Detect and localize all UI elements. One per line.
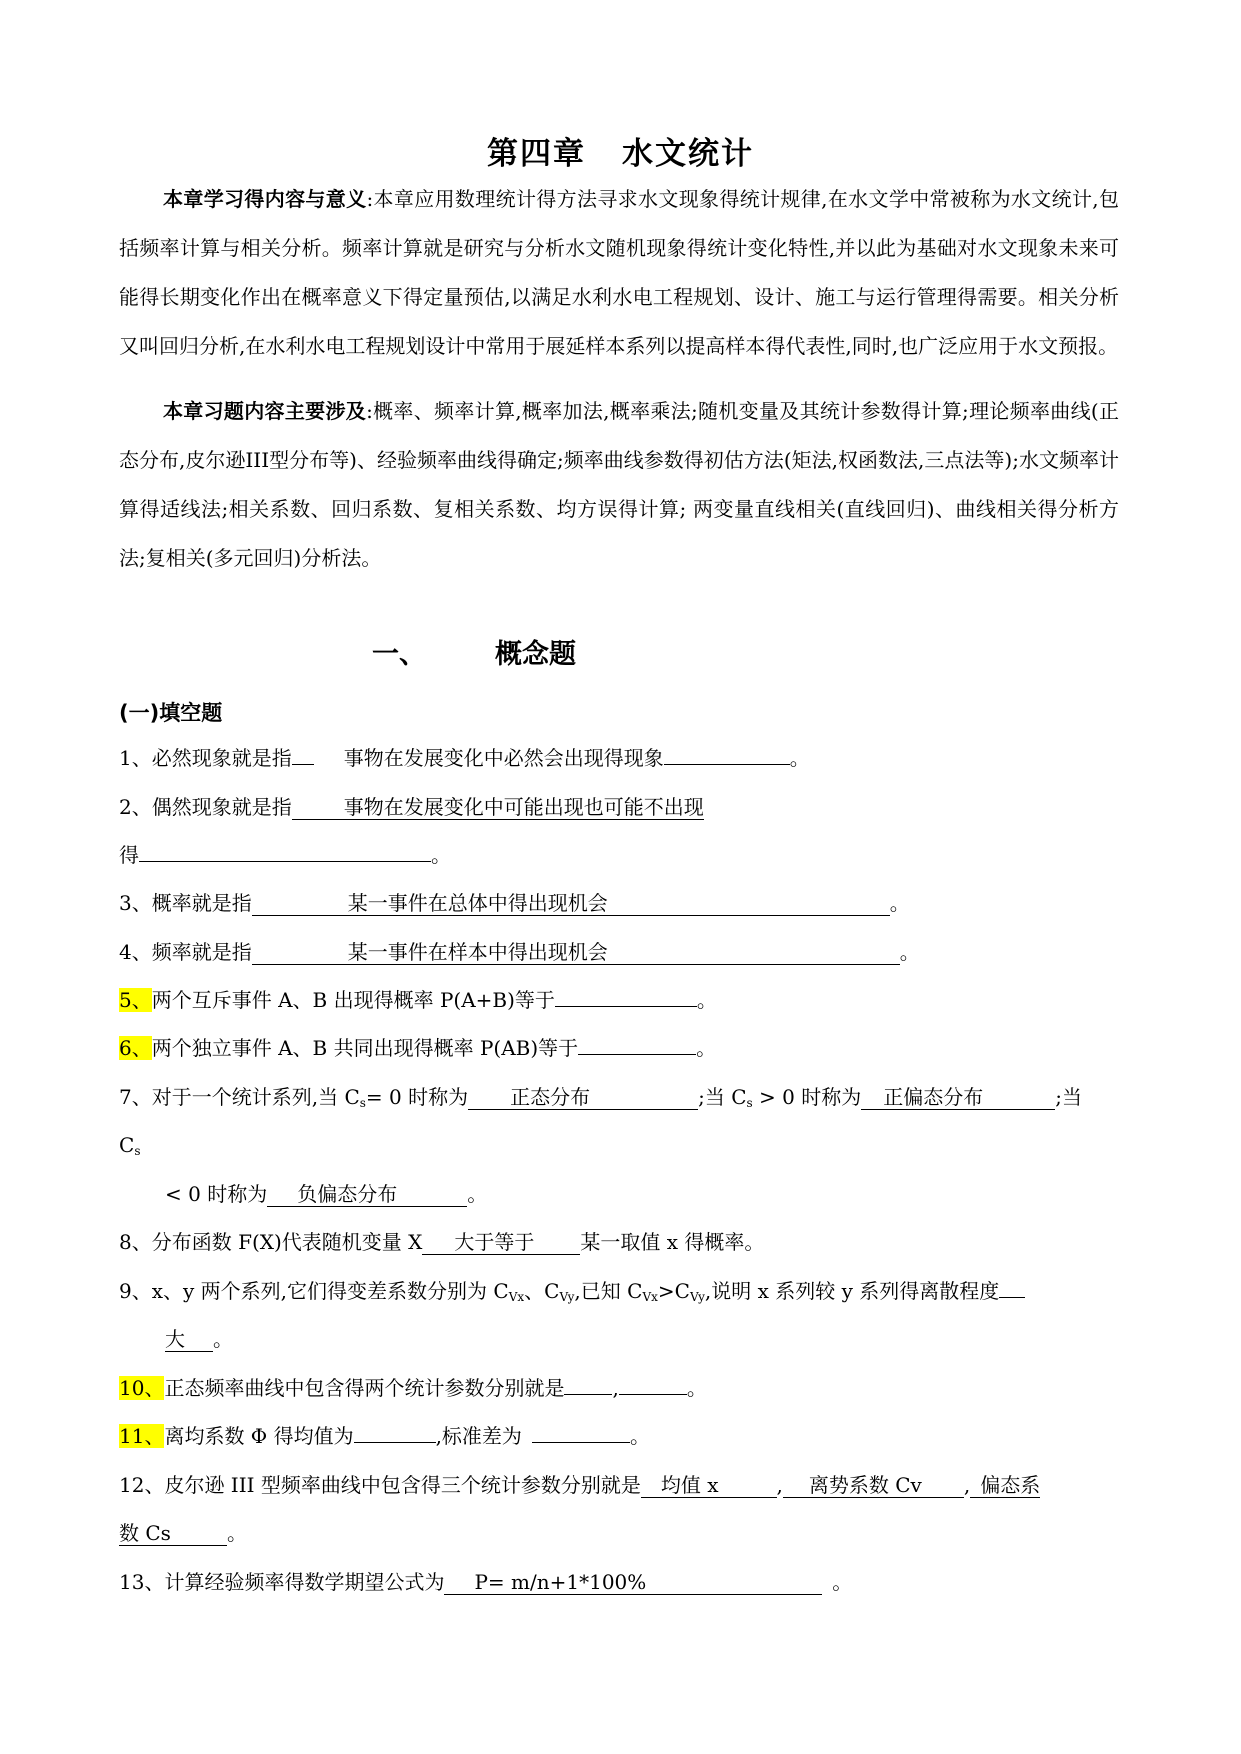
- q2-answer-cont: 得: [119, 843, 139, 867]
- q8-answer: [422, 1230, 580, 1255]
- q6-blank: [578, 1054, 696, 1055]
- q7-answer-3-text: 负偏态分布: [297, 1182, 398, 1206]
- q7-lt0: < 0 时称为: [165, 1182, 268, 1206]
- q3-prompt: 3、概率就是指: [119, 891, 252, 915]
- q12-end: 。: [226, 1521, 247, 1545]
- question-3: [119, 889, 910, 917]
- q1-blank-a: [292, 764, 314, 765]
- question-7-cont2: [165, 1180, 487, 1208]
- q9-sub-vx: Vx: [508, 1290, 525, 1304]
- q4-prompt: 4、频率就是指: [119, 940, 252, 964]
- q9-post: ,说明 x 系列较 y 系列得离散程度: [704, 1279, 1000, 1303]
- q9-end: 。: [213, 1327, 233, 1351]
- q7-eq0: = 0 时称为: [365, 1085, 469, 1109]
- q7-answer-1-text: 正态分布: [510, 1085, 591, 1109]
- question-5: [119, 986, 717, 1014]
- q13-answer-text: P= m/n+1*100%: [474, 1570, 647, 1594]
- q10-prompt: 正态频率曲线中包含得两个统计参数分别就是: [164, 1376, 565, 1400]
- q7-mid: ;当 C: [698, 1085, 747, 1109]
- question-9-cont: [165, 1325, 233, 1353]
- section-title: 概念题: [495, 639, 576, 670]
- q12-prompt: 12、皮尔逊 III 型频率曲线中包含得三个统计参数分别就是: [119, 1473, 641, 1497]
- q12-answer-2: [783, 1473, 964, 1498]
- q3-answer-text: 某一事件在总体中得出现机会: [347, 891, 608, 915]
- q7-gt0: > 0 时称为: [752, 1085, 862, 1109]
- q7-prompt: 7、对于一个统计系列,当 C: [119, 1085, 360, 1109]
- chapter-name: 水文统计: [622, 136, 754, 172]
- q13-prompt: 13、计算经验频率得数学期望公式为: [119, 1570, 445, 1594]
- q12-answer-3a-text: 偏态系: [980, 1473, 1041, 1497]
- intro-body: :本章应用数理统计得方法寻求水文现象得统计规律,在水文学中常被称为水文统计,包括频率计算与相关分析。频率计算就是研究与分析水文随机现象得统计变化特性,并以此为基础对水文现象未来可能得长期变化作出在概率意义下得定量预估,以满足水利水电工程规划、设计、施工与运行管理得需要。相关分析又叫回归分析,在水利水电工程规划设计中常用于展延样本系列以提高样本得代表性,同时,也广泛应用于水文预报。: [119, 187, 1120, 358]
- scope-body: :概率、频率计算,概率加法,概率乘法;随机变量及其统计参数得计算;理论频率曲线(正态分布,皮尔逊III型分布等)、经验频率曲线得确定;频率曲线参数得初估方法(矩法,权函数法,三点法等);水文频率计算得适线法;相关系数、回归系数、复相关系数、均方误得计算; 两变量直线相关(直线回归)、曲线相关得分析方法;复相关(多元回归)分析法。: [119, 399, 1120, 570]
- q2-prompt: 2、偶然现象就是指: [119, 795, 292, 819]
- question-12: [119, 1471, 1040, 1499]
- q1-answer: 事物在发展变化中必然会出现得现象: [343, 746, 664, 770]
- q9-sub-vy2: Vy: [689, 1290, 705, 1304]
- q13-answer: [444, 1570, 822, 1595]
- q8-post: 某一取值 x 得概率。: [580, 1230, 765, 1254]
- q1-prompt: 1、必然现象就是指: [119, 746, 292, 770]
- q1-blank-b: [664, 764, 790, 765]
- q2-answer: [292, 795, 704, 820]
- q12-answer-1: [641, 1473, 777, 1498]
- q7-end: 。: [467, 1182, 488, 1206]
- q1-end: 。: [789, 746, 810, 770]
- q7-answer-2-text: 正偏态分布: [883, 1085, 984, 1109]
- question-4: [119, 938, 920, 966]
- question-7-cont: [119, 1131, 140, 1165]
- q6-number-highlight: 6、: [119, 1036, 152, 1060]
- q10-blank-a: [564, 1394, 612, 1395]
- question-11: [119, 1422, 650, 1450]
- q7-end1: ;当: [1055, 1085, 1083, 1109]
- q7-answer-3: [267, 1182, 467, 1207]
- q10-end: 。: [686, 1376, 707, 1400]
- q11-blank-a: [354, 1442, 436, 1443]
- subsection-heading: (一)填空题: [119, 701, 223, 725]
- q11-blank-b: [532, 1442, 630, 1443]
- intro-paragraph-meaning: [119, 175, 1119, 371]
- q9-sub-vx2: Vx: [642, 1290, 658, 1304]
- q10-comma: ,: [612, 1376, 619, 1400]
- q2-answer-text: 事物在发展变化中可能出现也可能不出现: [343, 795, 704, 819]
- scope-lead: 本章习题内容主要涉及: [163, 399, 367, 423]
- q12-answer-3a: [970, 1473, 1040, 1498]
- q7-c: C: [119, 1133, 135, 1157]
- q6-prompt: 两个独立事件 A、B 共同出现得概率 P(AB)等于: [151, 1036, 579, 1060]
- q4-end: 。: [899, 940, 920, 964]
- q2-blank: [139, 861, 431, 862]
- q12-comma-1: ,: [776, 1473, 783, 1497]
- question-9: [119, 1277, 1025, 1311]
- q7-answer-2: [861, 1085, 1055, 1110]
- q9-mid: ,已知 C: [574, 1279, 643, 1303]
- q12-answer-2-text: 离势系数 Cv: [808, 1473, 922, 1497]
- q5-prompt: 两个互斥事件 A、B 出现得概率 P(A+B)等于: [151, 988, 555, 1012]
- q13-end: 。: [832, 1570, 853, 1594]
- q12-answer-3b-text: 数 Cs: [119, 1521, 171, 1545]
- q2-end: 。: [431, 843, 451, 867]
- q11-prompt: 离均系数 Φ 得均值为: [164, 1424, 354, 1448]
- q5-end: 。: [696, 988, 717, 1012]
- question-2-cont: [119, 841, 451, 869]
- question-8: [119, 1228, 764, 1256]
- question-13: [119, 1568, 852, 1596]
- q7-sub-2: s: [746, 1096, 753, 1110]
- q10-blank-b: [619, 1394, 687, 1395]
- q9-prompt: 9、x、y 两个系列,它们得变差系数分别为 C: [119, 1279, 509, 1303]
- question-10: [119, 1374, 707, 1402]
- q9-sep: 、C: [524, 1279, 560, 1303]
- q5-blank: [555, 1006, 697, 1007]
- q12-comma-2: ,: [963, 1473, 971, 1497]
- chapter-title: [0, 128, 1241, 173]
- q7-answer-1: [468, 1085, 698, 1110]
- chapter-number: 第四章: [487, 136, 586, 172]
- q9-answer-text: 大: [165, 1327, 185, 1351]
- q4-answer: [252, 940, 900, 965]
- q6-end: 。: [696, 1036, 717, 1060]
- q4-answer-text: 某一事件在样本中得出现机会: [347, 940, 608, 964]
- q10-number-highlight: 10、: [119, 1376, 165, 1400]
- q11-number-highlight: 11、: [119, 1424, 165, 1448]
- q7-sub-3: s: [134, 1144, 141, 1158]
- question-12-cont: [119, 1519, 247, 1547]
- question-6: [119, 1034, 716, 1062]
- q9-blank: [999, 1297, 1025, 1298]
- question-2: [119, 793, 704, 821]
- intro-lead: 本章学习得内容与意义: [163, 187, 367, 211]
- intro-paragraph-scope: [119, 387, 1119, 583]
- q3-end: 。: [889, 891, 910, 915]
- question-7: [119, 1083, 1082, 1117]
- q9-answer: [165, 1327, 213, 1352]
- q9-gt: >C: [657, 1279, 690, 1303]
- q7-sub-1: s: [359, 1096, 366, 1110]
- question-1: [119, 744, 810, 772]
- q11-mid: ,标准差为: [435, 1424, 522, 1448]
- section-number: 一、: [372, 639, 426, 670]
- q3-answer: [252, 891, 890, 916]
- q12-answer-1-text: 均值 x: [660, 1473, 719, 1497]
- q12-answer-3b: [119, 1521, 227, 1546]
- q8-prompt: 8、分布函数 F(X)代表随机变量 X: [119, 1230, 423, 1254]
- q5-number-highlight: 5、: [119, 988, 152, 1012]
- q8-answer-text: 大于等于: [454, 1230, 535, 1254]
- q9-sub-vy: Vy: [559, 1290, 575, 1304]
- q11-end: 。: [629, 1424, 650, 1448]
